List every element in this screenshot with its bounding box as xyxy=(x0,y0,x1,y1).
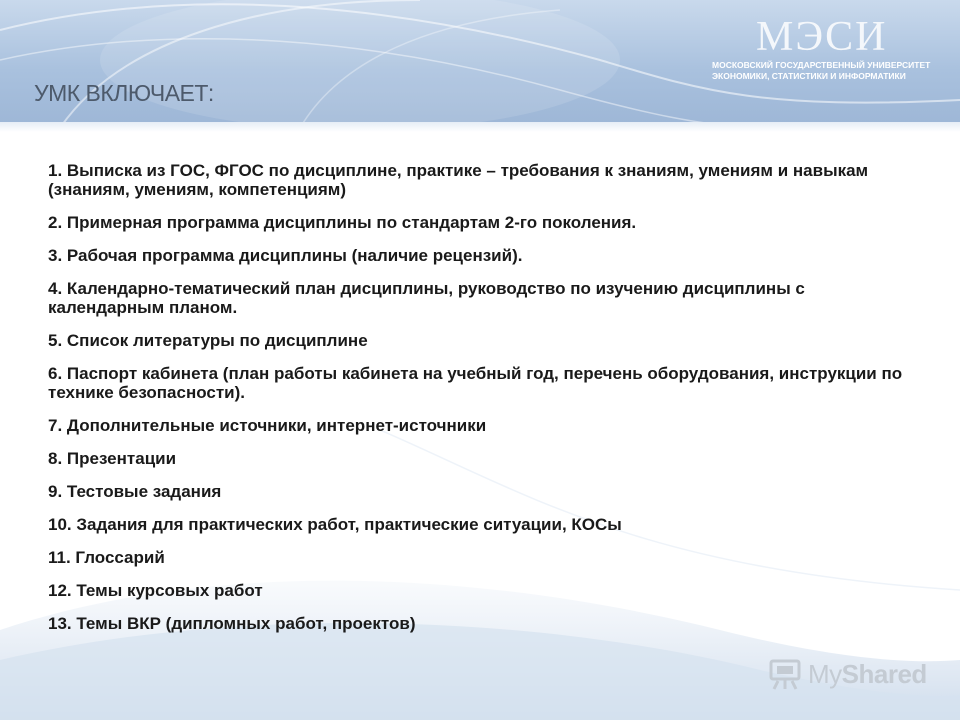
header-banner xyxy=(0,0,960,128)
msei-logo xyxy=(712,14,947,82)
list-item: 9. Тестовые задания xyxy=(48,482,222,501)
list-item: 13. Темы ВКР (дипломных работ, проектов) xyxy=(48,614,416,633)
list-item: 1. Выписка из ГОС, ФГОС по дисциплине, практике – требования к знаниям, умениям и навыкам (знаниям, умениям, компетенциям) xyxy=(48,161,869,199)
umk-items-list xyxy=(48,161,908,647)
list-item: 3. Рабочая программа дисциплины (наличие рецензий). xyxy=(48,246,523,265)
header-separator xyxy=(0,122,960,132)
list-item: 7. Дополнительные источники, интернет-источники xyxy=(48,416,487,435)
list-item: 8. Презентации xyxy=(48,449,177,468)
page-title: УМК ВКЛЮЧАЕТ: xyxy=(34,80,214,106)
watermark-text-my: My xyxy=(808,659,842,689)
logo-subtitle-line-1: МОСКОВСКИЙ ГОСУДАРСТВЕННЫЙ УНИВЕРСИТЕТ xyxy=(712,60,931,70)
list-item: 12. Темы курсовых работ xyxy=(48,581,263,600)
watermark-text xyxy=(808,659,927,690)
presentation-icon xyxy=(768,657,802,691)
logo-wordmark: МЭСИ xyxy=(756,14,888,60)
list-item: 10. Задания для практических работ, практические ситуации, КОСы xyxy=(48,515,622,534)
list-item: 6. Паспорт кабинета (план работы кабинета на учебный год, перечень оборудования, инструкции по технике безопасности). xyxy=(48,364,903,402)
list-item: 5. Список литературы по дисциплине xyxy=(48,331,368,350)
watermark-text-shared: Shared xyxy=(841,659,927,689)
list-item: 4. Календарно-тематический план дисциплины, руководство по изучению дисциплины с календарным планом. xyxy=(48,279,805,317)
myshared-watermark xyxy=(768,655,928,695)
list-item: 11. Глоссарий xyxy=(48,548,165,567)
logo-subtitle-line-2: ЭКОНОМИКИ, СТАТИСТИКИ И ИНФОРМАТИКИ xyxy=(712,71,906,81)
list-item: 2. Примерная программа дисциплины по стандартам 2-го поколения. xyxy=(48,213,637,232)
